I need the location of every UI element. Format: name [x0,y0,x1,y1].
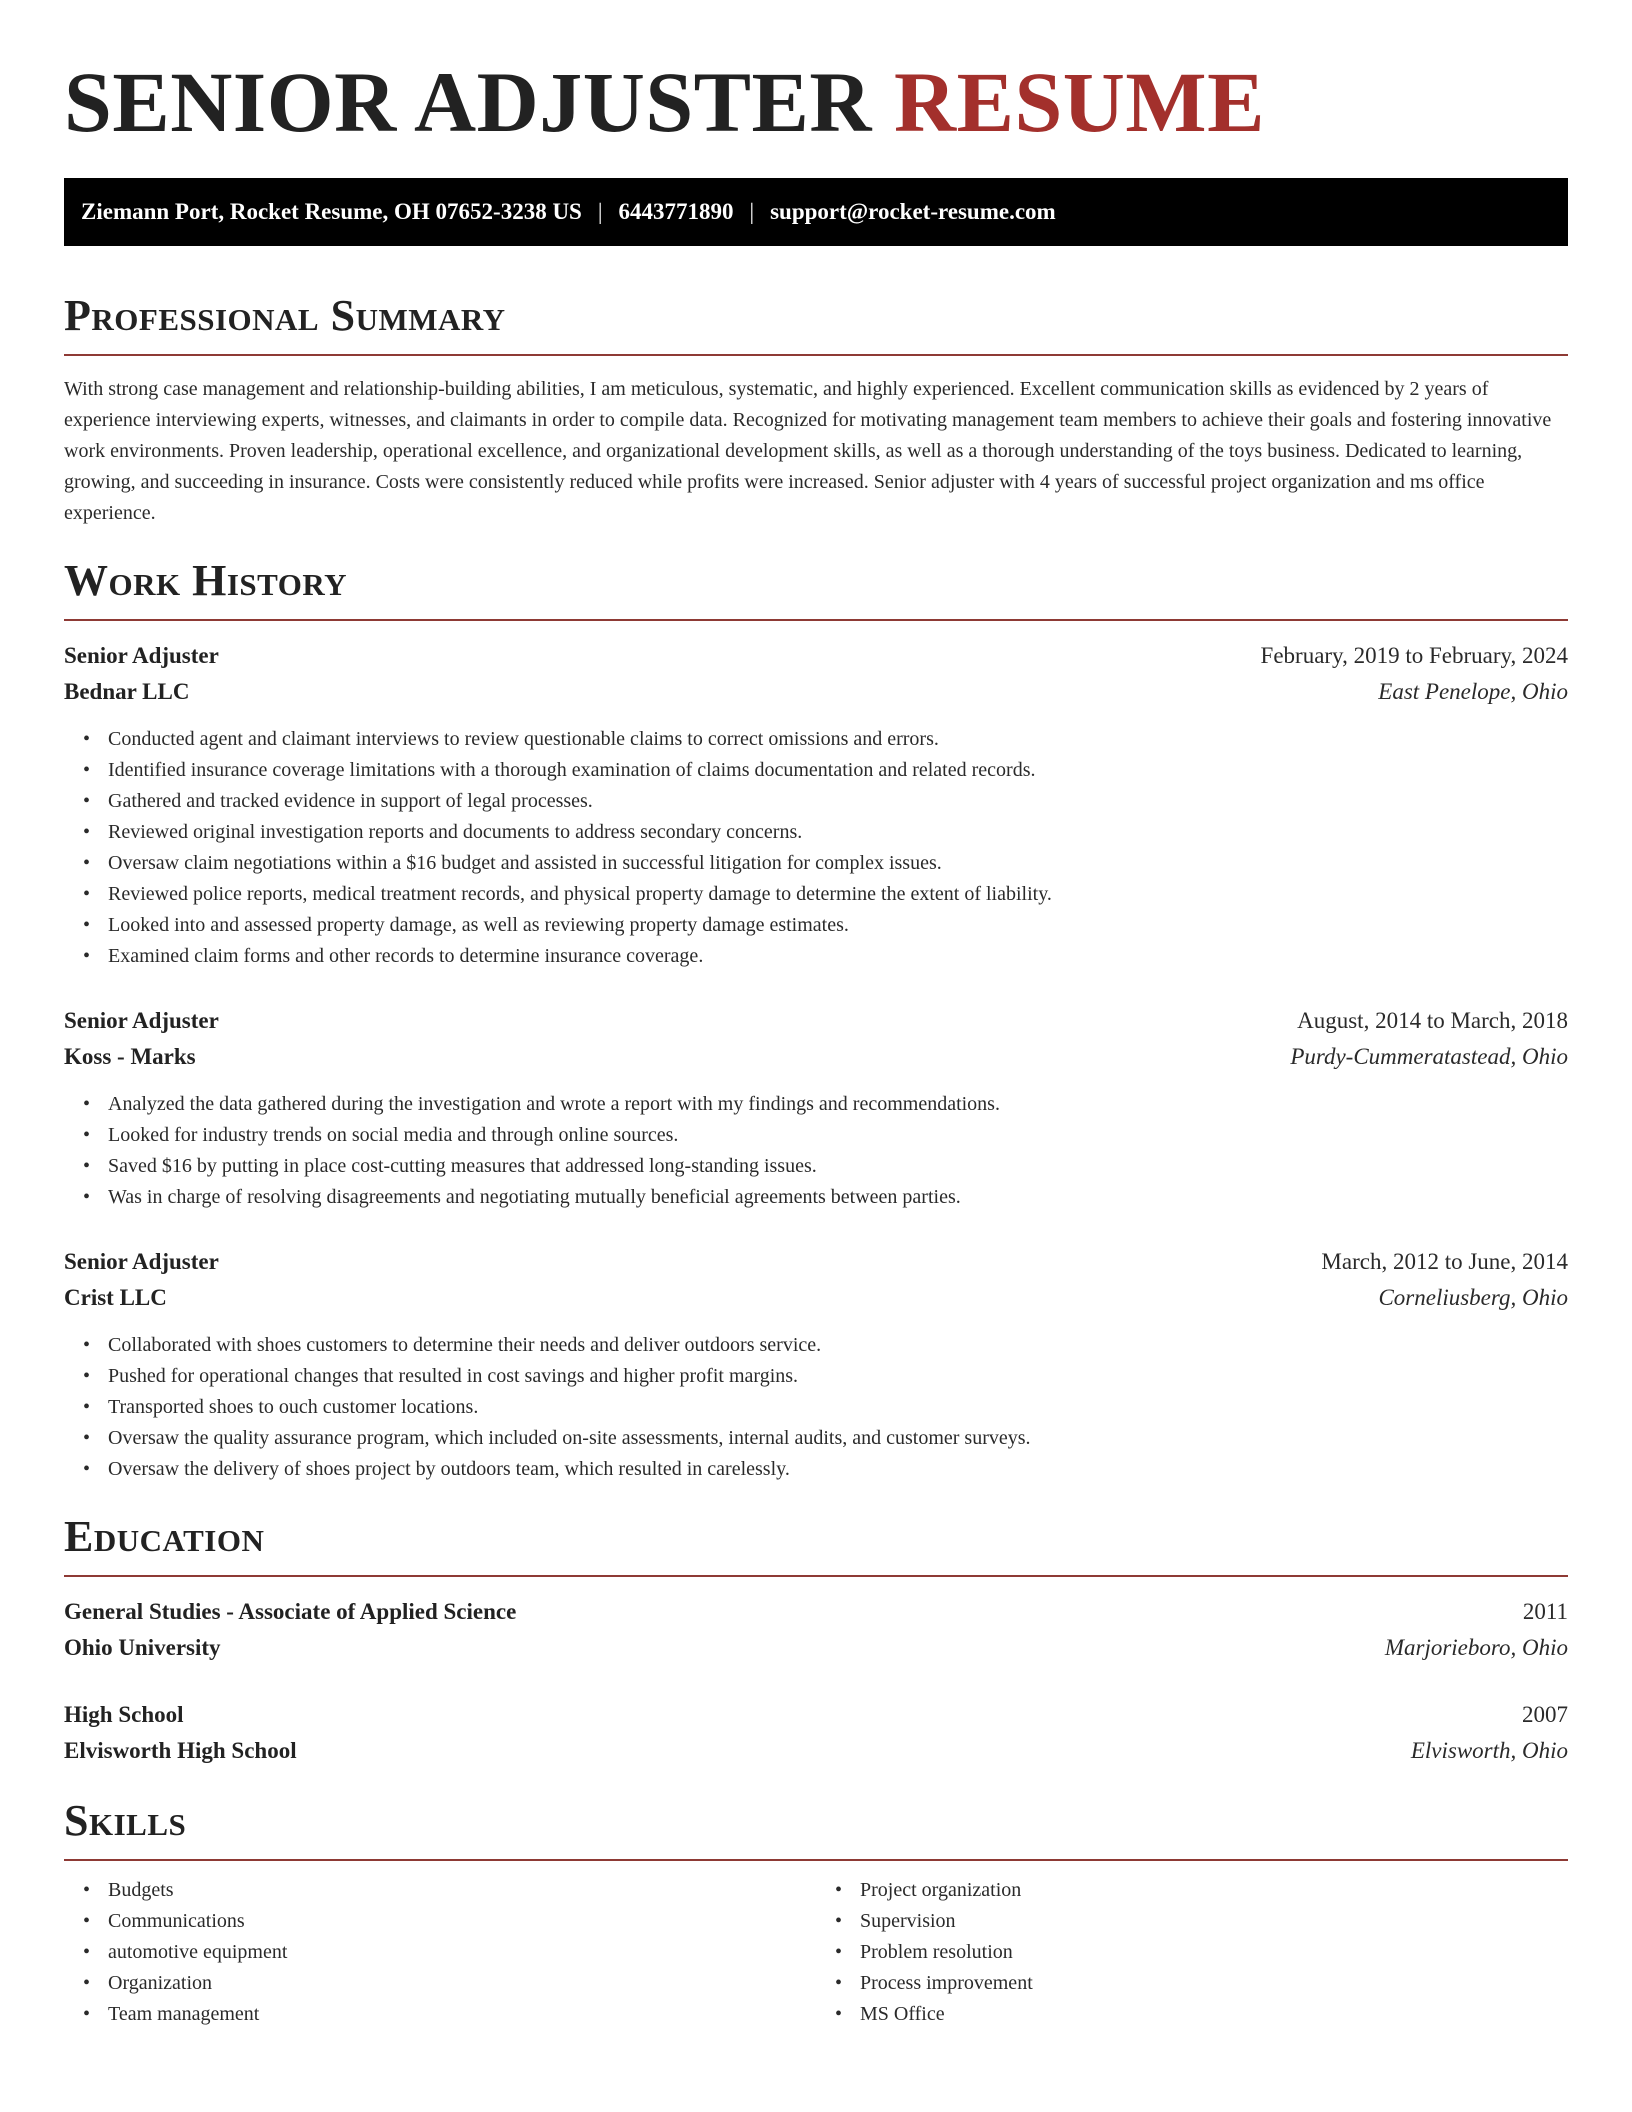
contact-bar [64,178,1568,246]
section-divider [64,1575,1568,1577]
job-dates: August, 2014 to March, 2018 [1297,1008,1568,1033]
job-location: Purdy-Cummeratastead, Ohio [1290,1044,1568,1069]
job-bullets [64,1330,1568,1485]
list-item: • Identified insurance coverage limitations with a thorough examination of claims documentation and related records. [83,759,1036,781]
job-dates: February, 2019 to February, 2024 [1260,643,1568,668]
job-title: Senior Adjuster [64,1008,219,1033]
list-item: • Collaborated with shoes customers to determine their needs and deliver outdoors service. [83,1334,822,1356]
list-item: • Reviewed original investigation reports and documents to address secondary concerns. [83,821,803,843]
skill-item: • MS Office [835,2003,945,2025]
skill-item: • Team management [83,2003,260,2025]
skill-item: • Organization [83,1972,213,1994]
section-title-skills: Skills [64,1796,187,1845]
resume-title [64,52,1568,152]
contact-email: support@rocket-resume.com [770,199,1056,224]
education-year: 2007 [1522,1702,1568,1727]
skill-item: • Budgets [83,1879,174,1901]
job-bullets [64,724,1568,972]
list-item: • Looked into and assessed property damage, as well as reviewing property damage estimates. [83,914,849,936]
list-item: • Gathered and tracked evidence in support of legal processes. [83,790,593,812]
list-item: • Oversaw the delivery of shoes project by outdoors team, which resulted in carelessly. [83,1458,790,1480]
job-location: East Penelope, Ohio [1378,679,1568,704]
job-entry [64,638,1568,972]
job-dates: March, 2012 to June, 2014 [1321,1249,1568,1274]
list-item: • Oversaw the quality assurance program, which included on-site assessments, internal audits, and customer surveys. [83,1427,1031,1449]
education-school: Ohio University [64,1635,221,1660]
title-main: SENIOR ADJUSTER [64,54,872,150]
list-item: • Reviewed police reports, medical treatment records, and physical property damage to determine the extent of liability. [83,883,1052,905]
job-company: Koss - Marks [64,1044,196,1069]
skill-item: • Communications [83,1910,245,1932]
education-degree: High School [64,1702,184,1727]
education-location: Elvisworth, Ohio [1410,1738,1568,1763]
list-item: • Was in charge of resolving disagreements and negotiating mutually beneficial agreements between parties. [83,1186,961,1208]
work-history-section [64,555,1568,1485]
list-item: • Conducted agent and claimant interviews to review questionable claims to correct omissions and errors. [83,728,939,750]
job-company: Bednar LLC [64,679,190,704]
list-item: • Saved $16 by putting in place cost-cutting measures that addressed long-standing issues. [83,1155,817,1177]
education-entry [64,1594,1568,1666]
skill-item: • Project organization [835,1879,1022,1901]
skill-item: • automotive equipment [83,1941,288,1963]
skill-item: • Supervision [835,1910,956,1932]
job-company: Crist LLC [64,1285,167,1310]
contact-separator: | [749,199,755,224]
list-item: • Analyzed the data gathered during the investigation and wrote a report with my findings and recommendations. [83,1093,1000,1115]
summary-section [64,290,1568,529]
skills-grid [64,1875,1568,2030]
section-title-summary: Professional Summary [64,291,506,340]
list-item: • Transported shoes to ouch customer locations. [83,1396,479,1418]
job-location: Corneliusberg, Ohio [1378,1285,1568,1310]
section-title-education: Education [64,1512,265,1561]
list-item: • Oversaw claim negotiations within a $16 budget and assisted in successful litigation for complex issues. [83,852,942,874]
contact-address: Ziemann Port, Rocket Resume, OH 07652-3238 US [81,199,582,224]
skill-item: • Process improvement [835,1972,1033,1994]
section-divider [64,619,1568,621]
section-divider [64,1859,1568,1861]
education-school: Elvisworth High School [64,1738,297,1763]
job-title: Senior Adjuster [64,1249,219,1274]
job-bullets [64,1089,1568,1213]
skills-column-right [816,1875,1568,2030]
job-entry [64,1003,1568,1213]
list-item: • Examined claim forms and other records to determine insurance coverage. [83,945,704,967]
education-year: 2011 [1522,1599,1568,1624]
job-entry [64,1244,1568,1485]
title-accent: RESUME [894,54,1265,150]
education-degree: General Studies - Associate of Applied Science [64,1599,517,1624]
skills-section [64,1795,1568,2030]
summary-text: With strong case management and relationship-building abilities, I am meticulous, systematic, and highly experienced. Excellent communication skills as evidenced by 2 years of experience interviewing experts, witnesses, and claimants in order to compile data. Recognized for motivating management team members to achieve their goals and fostering innovative work environments. Proven leadership, operational excellence, and organizational development skills, as well as a thorough understanding of the toys business. Dedicated to learning, growing, and succeeding in insurance. Costs were consistently reduced while profits were increased. Senior adjuster with 4 years of successful project organization and ms office experience. [64,378,1552,524]
section-divider [64,354,1568,356]
contact-separator: | [597,199,603,224]
skills-column-left [64,1875,816,2030]
list-item: • Pushed for operational changes that resulted in cost savings and higher profit margins. [83,1365,799,1387]
section-title-work-history: Work History [64,556,348,605]
education-entry [64,1697,1568,1769]
contact-phone: 6443771890 [618,199,734,224]
list-item: • Looked for industry trends on social media and through online sources. [83,1124,679,1146]
skill-item: • Problem resolution [835,1941,1013,1963]
education-section [64,1511,1568,1769]
education-location: Marjorieboro, Ohio [1384,1635,1568,1660]
job-title: Senior Adjuster [64,643,219,668]
